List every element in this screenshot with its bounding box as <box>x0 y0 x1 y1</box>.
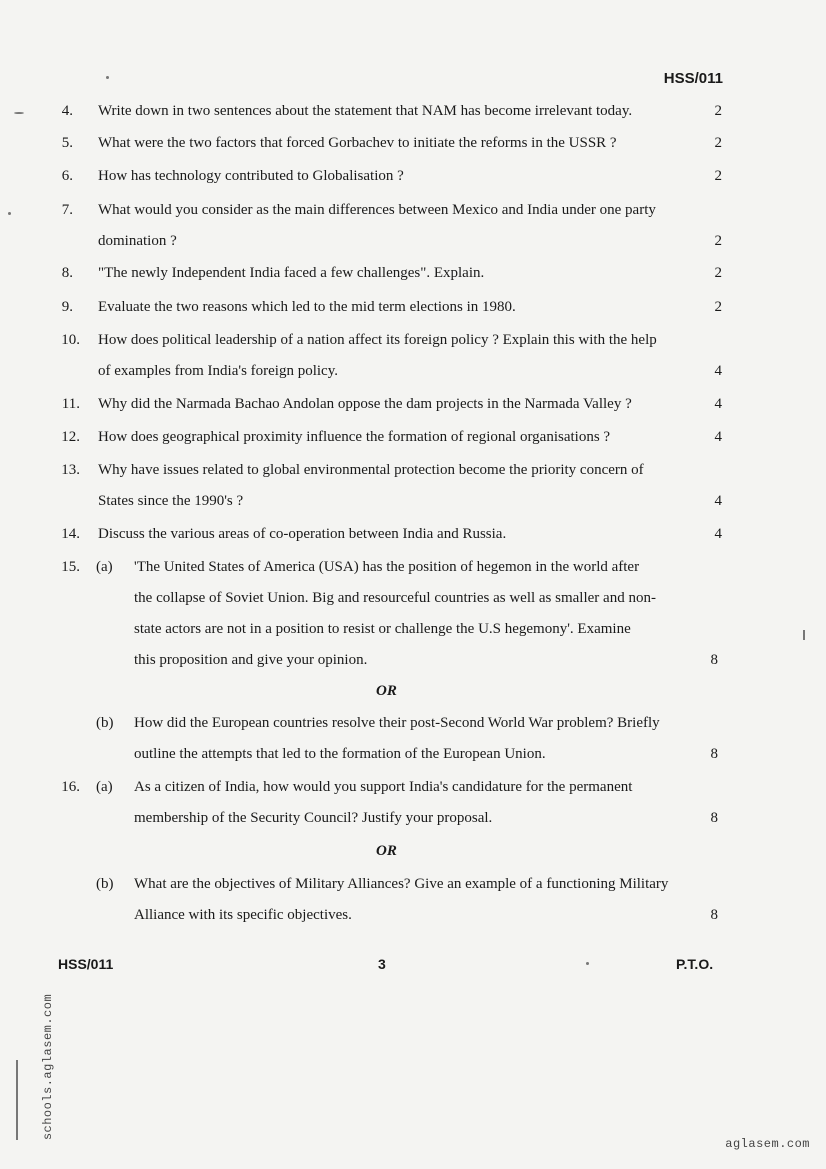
question-marks: 2 <box>714 233 722 249</box>
question-text: How did the European countries resolve their post-Second World War problem? Briefly <box>134 715 660 731</box>
question-text: Why did the Narmada Bachao Andolan oppose the dam projects in the Narmada Valley ? <box>98 396 632 412</box>
header-code: HSS/011 <box>663 70 723 87</box>
question-marks: 2 <box>714 299 722 315</box>
question-number: 7. <box>61 202 73 218</box>
scan-speck <box>14 112 24 114</box>
question-number: 4. <box>61 103 73 119</box>
question-text: of examples from India's foreign policy. <box>98 363 338 379</box>
question-number: 6. <box>61 168 73 184</box>
question-marks: 2 <box>714 135 722 151</box>
question-marks: 2 <box>714 168 722 184</box>
question-10 <box>0 325 826 387</box>
or-divider: OR <box>376 683 397 699</box>
page-number: 3 <box>378 956 386 972</box>
question-4 <box>0 96 826 127</box>
question-text: membership of the Security Council? Justify your proposal. <box>134 810 493 826</box>
question-text: States since the 1990's ? <box>98 493 244 509</box>
scan-speck <box>586 962 589 965</box>
subpart-label: (a) <box>96 559 113 575</box>
question-number: 11. <box>61 396 80 412</box>
question-text: this proposition and give your opinion. <box>134 652 368 668</box>
question-text: Discuss the various areas of co-operation between India and Russia. <box>98 526 507 542</box>
question-13 <box>0 455 826 517</box>
question-marks: 8 <box>710 746 718 762</box>
subpart-label: (b) <box>96 715 114 731</box>
question-text: What are the objectives of Military Alliances? Give an example of a functioning Military <box>134 876 669 892</box>
question-number: 8. <box>61 265 73 281</box>
question-number: 14. <box>61 526 80 542</box>
question-5 <box>0 128 826 159</box>
question-text: How does geographical proximity influence the formation of regional organisations ? <box>98 429 611 445</box>
question-16b <box>0 869 826 931</box>
question-8 <box>0 258 826 289</box>
watermark-right: aglasem.com <box>725 1137 810 1151</box>
question-12 <box>0 422 826 453</box>
question-text: state actors are not in a position to resist or challenge the U.S hegemony'. Examine <box>134 621 631 637</box>
question-number: 5. <box>61 135 73 151</box>
question-marks: 8 <box>710 652 718 668</box>
question-7 <box>0 195 826 257</box>
question-text: How has technology contributed to Globalisation ? <box>98 168 404 184</box>
pto-label: P.T.O. <box>676 956 714 972</box>
question-marks: 4 <box>714 526 722 542</box>
question-text: the collapse of Soviet Union. Big and resourceful countries as well as smaller and non- <box>134 590 656 606</box>
question-marks: 4 <box>714 363 722 379</box>
question-number: 9. <box>61 299 73 315</box>
question-marks: 2 <box>714 265 722 281</box>
question-number: 10. <box>61 332 80 348</box>
or-divider: OR <box>376 843 397 859</box>
question-text: domination ? <box>98 233 177 249</box>
question-text: How does political leadership of a nation affect its foreign policy ? Explain this with the help <box>98 332 657 348</box>
question-6 <box>0 161 826 192</box>
question-marks: 8 <box>710 907 718 923</box>
question-text: Alliance with its specific objectives. <box>134 907 352 923</box>
subpart-label: (b) <box>96 876 114 892</box>
question-marks: 2 <box>714 103 722 119</box>
question-marks: 4 <box>714 493 722 509</box>
subpart-label: (a) <box>96 779 113 795</box>
watermark-left: schools.aglasem.com <box>41 993 55 1141</box>
scan-speck <box>803 630 805 640</box>
question-number: 15. <box>61 559 80 575</box>
question-text: Write down in two sentences about the statement that NAM has become irrelevant today. <box>98 103 633 119</box>
question-9 <box>0 292 826 323</box>
question-marks: 8 <box>710 810 718 826</box>
question-text: Evaluate the two reasons which led to the mid term elections in 1980. <box>98 299 516 315</box>
scan-speck <box>16 1060 18 1140</box>
question-text: Why have issues related to global environmental protection become the priority concern of <box>98 462 644 478</box>
scan-speck <box>106 76 109 79</box>
question-11 <box>0 389 826 420</box>
question-16 <box>0 772 826 834</box>
question-number: 12. <box>61 429 80 445</box>
question-text: 'The United States of America (USA) has the position of hegemon in the world after <box>134 559 640 575</box>
question-15b <box>0 708 826 770</box>
question-marks: 4 <box>714 429 722 445</box>
question-number: 16. <box>61 779 80 795</box>
footer-code: HSS/011 <box>58 956 114 972</box>
question-number: 13. <box>61 462 80 478</box>
question-text: What were the two factors that forced Gorbachev to initiate the reforms in the USSR ? <box>98 135 617 151</box>
question-marks: 4 <box>714 396 722 412</box>
question-text: outline the attempts that led to the formation of the European Union. <box>134 746 546 762</box>
scan-speck <box>8 212 11 215</box>
question-15 <box>0 552 826 676</box>
question-text: "The newly Independent India faced a few challenges". Explain. <box>98 265 485 281</box>
question-text: As a citizen of India, how would you support India's candidature for the permanent <box>134 779 633 795</box>
question-text: What would you consider as the main differences between Mexico and India under one party <box>98 202 656 218</box>
question-14 <box>0 519 826 550</box>
